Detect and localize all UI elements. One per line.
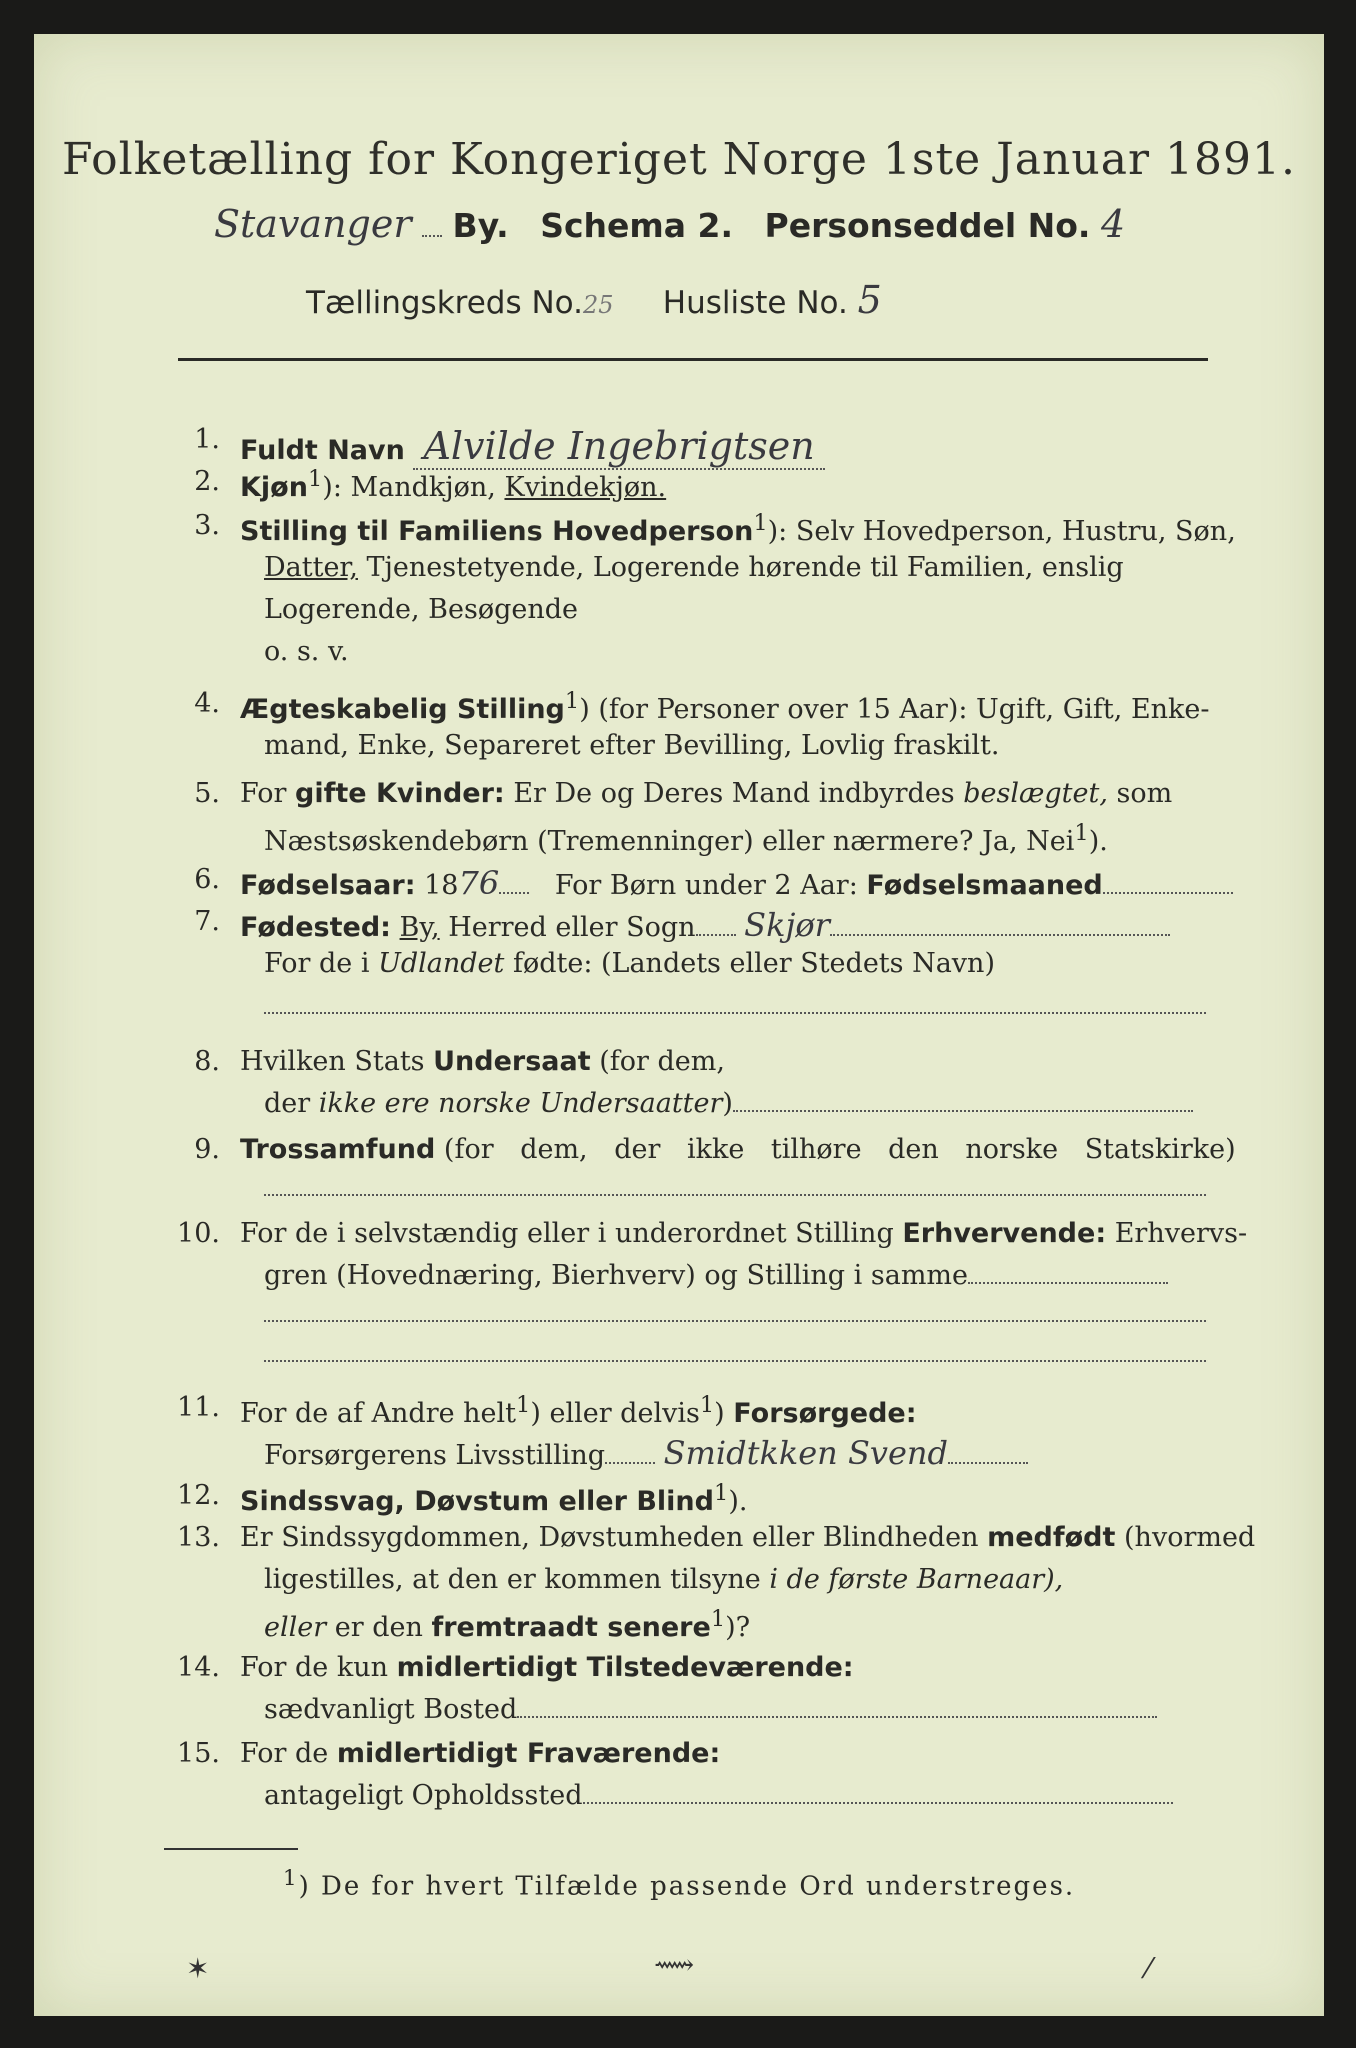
city-handwritten: Stavanger: [214, 202, 412, 246]
by-label: By.: [452, 206, 509, 245]
q10-text1: For de i selvstændig eller i underordnet Stilling: [240, 1218, 894, 1249]
q13-italic2: eller: [264, 1612, 327, 1643]
q11-line2: [264, 1434, 1212, 1472]
q10-blank-line-2: [264, 1336, 1206, 1362]
q14-text1: For de kun: [240, 1652, 388, 1683]
q7-value: Skjør: [744, 906, 830, 944]
q4-sup: 1: [564, 688, 580, 714]
schema-label: Schema 2.: [540, 206, 734, 245]
q3-selected: Datter,: [264, 552, 358, 583]
q10-blank-line-1: [264, 1296, 1206, 1322]
husliste-label: Husliste No.: [662, 285, 848, 321]
q13-text1b: (hvormed: [1124, 1522, 1256, 1553]
q5-text1b: som: [1116, 778, 1173, 809]
q13-label: medfødt: [987, 1522, 1116, 1553]
q8-label: Undersaat: [433, 1046, 591, 1077]
q11-text1: For de af Andre helt: [240, 1398, 517, 1429]
q5-sup: 1: [1074, 820, 1089, 846]
q8-italic: ikke ere norske Undersaatter: [318, 1088, 723, 1119]
q8-number: 8.: [194, 1046, 220, 1077]
q11-sup: 1: [516, 1392, 531, 1418]
q12-sindssvag: [240, 1480, 1212, 1517]
q5-line1: [240, 778, 1212, 809]
q12-label: Sindssvag, Døvstum eller Blind: [240, 1486, 714, 1517]
q15-label: midlertidigt Fraværende:: [336, 1738, 721, 1769]
q4-label: Ægteskabelig Stilling: [240, 694, 565, 725]
q2-kjon: [240, 466, 1212, 503]
q1-number: 1.: [194, 424, 220, 455]
q13-italic: i de første Barneaar),: [769, 1564, 1064, 1595]
q9-trossamfund: [240, 1134, 1236, 1165]
q12-text: ).: [728, 1486, 748, 1517]
q2-text: ): Mandkjøn,: [322, 472, 496, 503]
q5-number: 5.: [194, 778, 220, 809]
q15-number: 15.: [177, 1738, 220, 1769]
q9-text: (for dem, der ikke tilhøre den norske Statskirke): [443, 1134, 1236, 1165]
q13-sup: 1: [710, 1606, 726, 1632]
q7-label: Fødested:: [240, 912, 391, 943]
q7-italic: Udlandet: [378, 948, 505, 979]
q7-blank-line: [264, 988, 1206, 1014]
q7-number: 7.: [194, 906, 220, 937]
census-form-page: [34, 34, 1324, 2016]
q6-label2: Fødselsmaaned: [866, 870, 1103, 901]
q12-sup: 1: [713, 1480, 729, 1506]
q10-line1: [240, 1218, 1248, 1249]
q5-italic: beslægtet,: [963, 778, 1108, 809]
q8-text1: (for dem,: [599, 1046, 725, 1077]
q3-line1: [240, 510, 1236, 547]
taellingskreds-value: 25: [582, 291, 614, 319]
q14-label: midlertidigt Tilstedeværende:: [396, 1652, 854, 1683]
q13-line1: [240, 1522, 1256, 1553]
q3-text2: Tjenestetyende, Logerende hørende til Familien, enslig: [357, 552, 1124, 583]
q4-text1: ) (for Personer over 15 Aar): Ugift, Gift, Enke-: [579, 694, 1210, 725]
q11-label: Forsørgede:: [733, 1398, 917, 1429]
q1-value: Alvilde Ingebrigtsen: [413, 424, 824, 470]
q2-sup: 1: [307, 466, 323, 492]
q8-line1: [240, 1046, 1212, 1077]
q13-line3: [264, 1606, 1212, 1643]
q13-text2a: ligestilles, at den er kommen tilsyne: [264, 1564, 761, 1595]
q10-line2: [264, 1260, 1212, 1291]
q3-text4: o. s. v.: [264, 636, 349, 667]
q10-number: 10.: [177, 1218, 220, 1249]
q8-text-a: Hvilken Stats: [240, 1046, 425, 1077]
city-line: [214, 202, 1125, 246]
q15-text2: antageligt Opholdssted: [264, 1780, 583, 1811]
q6-text: For Børn under 2 Aar:: [554, 870, 858, 901]
q7-line2: [264, 948, 1212, 979]
form-title: Folketælling for Kongeriget Norge 1ste Januar 1891.: [62, 134, 1296, 185]
q3-sup: 1: [753, 510, 768, 536]
q9-number: 9.: [194, 1134, 220, 1165]
husliste-value: 5: [857, 278, 882, 322]
q13-text3: er den: [334, 1612, 423, 1643]
q2-label: Kjøn: [240, 472, 308, 503]
q10-label: Erhvervende:: [902, 1218, 1107, 1249]
q13-number: 13.: [177, 1522, 220, 1553]
q7-selected: By,: [399, 912, 440, 943]
footnote: [34, 1866, 1324, 1902]
q4-line1: [240, 688, 1212, 725]
q11-text2: Forsørgerens Livsstilling: [264, 1440, 606, 1471]
corner-mark-left: ✶: [186, 1952, 210, 1985]
q11-sup-2: 1: [699, 1392, 715, 1418]
q11-text1b: ) eller delvis: [530, 1398, 700, 1429]
q3-number: 3.: [194, 510, 220, 541]
q12-number: 12.: [177, 1480, 220, 1511]
q8-text2a: der: [264, 1088, 311, 1119]
q14-number: 14.: [177, 1652, 220, 1683]
q5-label: gifte Kvinder:: [295, 778, 505, 809]
q13-text1: Er Sindssygdommen, Døvstumheden eller Blindheden: [240, 1522, 979, 1553]
q14-line1: [240, 1652, 1212, 1683]
q6-prefix: 18: [424, 870, 459, 901]
q4-number: 4.: [194, 688, 220, 719]
q7-line1: [240, 906, 1212, 944]
q15-line1: [240, 1738, 1212, 1769]
q5-text-a: For: [240, 778, 287, 809]
q9-blank-line: [264, 1170, 1206, 1196]
q15-line2: [264, 1780, 1212, 1811]
q10-text2: gren (Hovednæring, Bierhverv) og Stilling i samme: [264, 1260, 969, 1291]
taellingskreds-label: Tællingskreds No.: [306, 285, 583, 321]
q4-text2: mand, Enke, Separeret efter Bevilling, Lovlig fraskilt.: [264, 730, 1000, 761]
q3-text3: Logerende, Besøgende: [264, 594, 578, 625]
q10-text1b: Erhvervs-: [1114, 1218, 1248, 1249]
q2-selected: Kvindekjøn.: [504, 472, 667, 503]
q15-text1: For de: [240, 1738, 329, 1769]
q5-text2b: ).: [1088, 826, 1108, 857]
q2-number: 2.: [194, 466, 220, 497]
q8-text2b: ): [722, 1088, 733, 1119]
corner-mark-center: ⟿: [654, 1948, 695, 1981]
q13-text3b: )?: [725, 1612, 751, 1643]
q9-label: Trossamfund: [240, 1134, 436, 1165]
q8-line2: [264, 1088, 1212, 1119]
q6-value: 76: [458, 864, 500, 902]
q13-line2: [264, 1564, 1212, 1595]
q6-fodselsaar: [240, 864, 1212, 902]
personseddel-label: Personseddel No.: [764, 206, 1091, 245]
footnote-sup: 1: [282, 1866, 299, 1891]
q3-line2: [264, 552, 1212, 583]
q6-label: Fødselsaar:: [240, 870, 416, 901]
q14-line2: [264, 1694, 1212, 1725]
footnote-rule: [164, 1848, 298, 1850]
q7-text2b: fødte: (Landets eller Stedets Navn): [512, 948, 995, 979]
footnote-text: ) De for hvert Tilfælde passende Ord understreges.: [298, 1871, 1076, 1902]
q13-label3: fremtraadt senere: [431, 1612, 711, 1643]
personseddel-value: 4: [1100, 202, 1126, 246]
q14-text2: sædvanligt Bosted: [264, 1694, 518, 1725]
q11-value: Smidtkken Svend: [663, 1434, 948, 1472]
corner-mark-right: ⁄: [1146, 1952, 1151, 1985]
q3-text1: ): Selv Hovedperson, Hustru, Søn,: [767, 516, 1236, 547]
q5-text2: Næstsøskendebørn (Tremenninger) eller nærmere? Ja, Nei: [264, 826, 1075, 857]
q6-number: 6.: [194, 864, 220, 895]
q11-number: 11.: [177, 1392, 220, 1423]
q5-line2: [264, 820, 1212, 857]
q3-label: Stilling til Familiens Hovedperson: [240, 516, 754, 547]
q11-text1c: ): [714, 1398, 725, 1429]
kreds-line: [306, 278, 882, 322]
q1-fuldt-navn: [240, 424, 1212, 468]
q11-line1: [240, 1392, 1212, 1429]
header-rule: [178, 358, 1208, 361]
q1-label: Fuldt Navn: [240, 435, 405, 466]
q5-text1: Er De og Deres Mand indbyrdes: [513, 778, 955, 809]
q7-text2a: For de i: [264, 948, 370, 979]
q7-text: Herred eller Sogn: [439, 912, 696, 943]
